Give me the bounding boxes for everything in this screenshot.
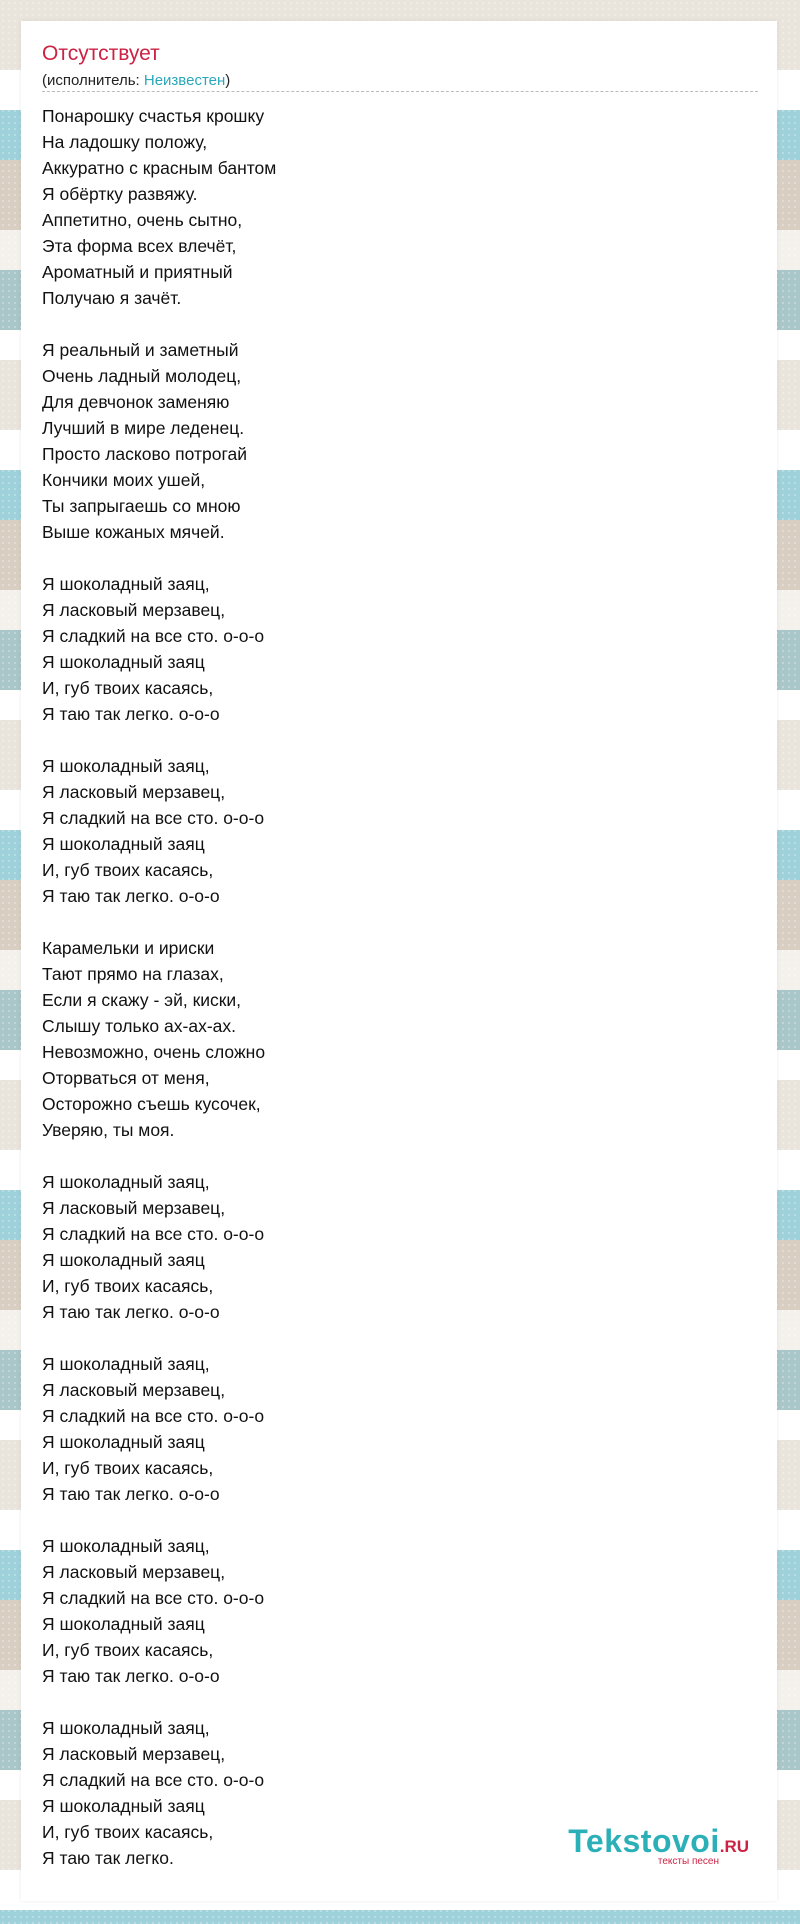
artist-line bbox=[42, 72, 230, 89]
lyrics-line: Я шоколадный заяц bbox=[42, 1614, 205, 1634]
logo-tagline: тексты песен bbox=[657, 1856, 719, 1867]
lyrics-line: Я шоколадный заяц bbox=[42, 652, 205, 672]
lyrics-line: Лучший в мире леденец. bbox=[42, 418, 245, 438]
lyrics-line: Ты запрыгаешь со мною bbox=[42, 496, 241, 516]
lyrics-line: Очень ладный молодец, bbox=[42, 366, 242, 386]
lyrics-line: Аппетитно, очень сытно, bbox=[42, 210, 243, 230]
artist-prefix: (исполнитель: bbox=[42, 72, 144, 89]
lyrics-stanza bbox=[42, 337, 742, 545]
lyrics-stanza bbox=[42, 935, 742, 1143]
lyrics-line: Слышу только ах-ах-ах. bbox=[42, 1016, 236, 1036]
lyrics-line: И, губ твоих касаясь, bbox=[42, 1640, 214, 1660]
lyrics-line: Осторожно съешь кусочек, bbox=[42, 1094, 261, 1114]
lyrics-line: Я шоколадный заяц, bbox=[42, 574, 210, 594]
lyrics-line: Я шоколадный заяц, bbox=[42, 1354, 210, 1374]
lyrics-line: Невозможно, очень сложно bbox=[42, 1042, 266, 1062]
lyrics-line: Я шоколадный заяц, bbox=[42, 1536, 210, 1556]
lyrics-line: Если я скажу - эй, киски, bbox=[42, 990, 242, 1010]
lyrics-line: Я шоколадный заяц bbox=[42, 834, 205, 854]
artist-suffix: ) bbox=[225, 72, 231, 89]
lyrics-line: Я сладкий на все сто. о-о-о bbox=[42, 1406, 265, 1426]
lyrics-line: Я сладкий на все сто. о-о-о bbox=[42, 1224, 265, 1244]
lyrics-line: Я таю так легко. bbox=[42, 1848, 174, 1868]
lyrics-line: Тают прямо на глазах, bbox=[42, 964, 224, 984]
lyrics-line: И, губ твоих касаясь, bbox=[42, 678, 214, 698]
lyrics-line: Понарошку счастья крошку bbox=[42, 106, 265, 126]
lyrics-line: Я шоколадный заяц, bbox=[42, 756, 210, 776]
lyrics-line: И, губ твоих касаясь, bbox=[42, 860, 214, 880]
lyrics-line: Карамельки и ириски bbox=[42, 938, 215, 958]
lyrics-stanza bbox=[42, 1351, 742, 1507]
lyrics-line: Оторваться от меня, bbox=[42, 1068, 210, 1088]
lyrics-line: Просто ласково потрогай bbox=[42, 444, 247, 464]
lyrics-line: Я сладкий на все сто. о-о-о bbox=[42, 1588, 265, 1608]
lyrics-line: Я таю так легко. о-о-о bbox=[42, 1666, 220, 1686]
logo-brand: Tekstovoi bbox=[568, 1823, 720, 1859]
lyrics-line: Кончики моих ушей, bbox=[42, 470, 206, 490]
lyrics-line: Ароматный и приятный bbox=[42, 262, 233, 282]
lyrics-line: Для девчонок заменяю bbox=[42, 392, 230, 412]
lyrics-line: На ладошку положу, bbox=[42, 132, 208, 152]
lyrics-line: Я шоколадный заяц bbox=[42, 1432, 205, 1452]
lyrics-line: Я реальный и заметный bbox=[42, 340, 239, 360]
lyrics-line: Я сладкий на все сто. о-о-о bbox=[42, 808, 265, 828]
lyrics-line: Я ласковый мерзавец, bbox=[42, 782, 226, 802]
lyrics-line: Я таю так легко. о-о-о bbox=[42, 704, 220, 724]
lyrics-line: Получаю я зачёт. bbox=[42, 288, 182, 308]
lyrics-stanza bbox=[42, 753, 742, 909]
lyrics-line: Я таю так легко. о-о-о bbox=[42, 886, 220, 906]
lyrics-line: Выше кожаных мячей. bbox=[42, 522, 225, 542]
lyrics-line: Я ласковый мерзавец, bbox=[42, 1562, 226, 1582]
lyrics-line: Я обёртку развяжу. bbox=[42, 184, 198, 204]
lyrics-line: Я ласковый мерзавец, bbox=[42, 600, 226, 620]
lyrics-line: Я шоколадный заяц bbox=[42, 1796, 205, 1816]
logo-tld: .RU bbox=[719, 1837, 749, 1856]
lyrics-line: И, губ твоих касаясь, bbox=[42, 1458, 214, 1478]
lyrics-line: Я сладкий на все сто. о-о-о bbox=[42, 626, 265, 646]
lyrics-line: И, губ твоих касаясь, bbox=[42, 1276, 214, 1296]
lyrics-line: Я ласковый мерзавец, bbox=[42, 1198, 226, 1218]
lyrics-card bbox=[21, 21, 777, 1901]
lyrics-line: Я ласковый мерзавец, bbox=[42, 1380, 226, 1400]
title-divider bbox=[42, 91, 758, 92]
artist-link[interactable]: Неизвестен bbox=[143, 72, 226, 89]
lyrics-stanza bbox=[42, 1533, 742, 1689]
lyrics-stanza bbox=[42, 571, 742, 727]
lyrics-line: Я таю так легко. о-о-о bbox=[42, 1484, 220, 1504]
lyrics-line: Аккуратно с красным бантом bbox=[42, 158, 277, 178]
lyrics-line: Я шоколадный заяц, bbox=[42, 1718, 210, 1738]
lyrics-line: И, губ твоих касаясь, bbox=[42, 1822, 214, 1842]
lyrics-line: Я таю так легко. о-о-о bbox=[42, 1302, 220, 1322]
song-title: Отсутствует bbox=[42, 42, 160, 65]
lyrics-line: Я шоколадный заяц bbox=[42, 1250, 205, 1270]
lyrics-stanza bbox=[42, 1169, 742, 1325]
site-logo[interactable] bbox=[568, 1823, 749, 1867]
lyrics-line: Я шоколадный заяц, bbox=[42, 1172, 210, 1192]
lyrics-body bbox=[42, 103, 742, 1897]
lyrics-line: Я сладкий на все сто. о-о-о bbox=[42, 1770, 265, 1790]
lyrics-line: Уверяю, ты моя. bbox=[42, 1120, 175, 1140]
lyrics-line: Эта форма всех влечёт, bbox=[42, 236, 237, 256]
lyrics-line: Я ласковый мерзавец, bbox=[42, 1744, 226, 1764]
lyrics-stanza bbox=[42, 103, 742, 311]
